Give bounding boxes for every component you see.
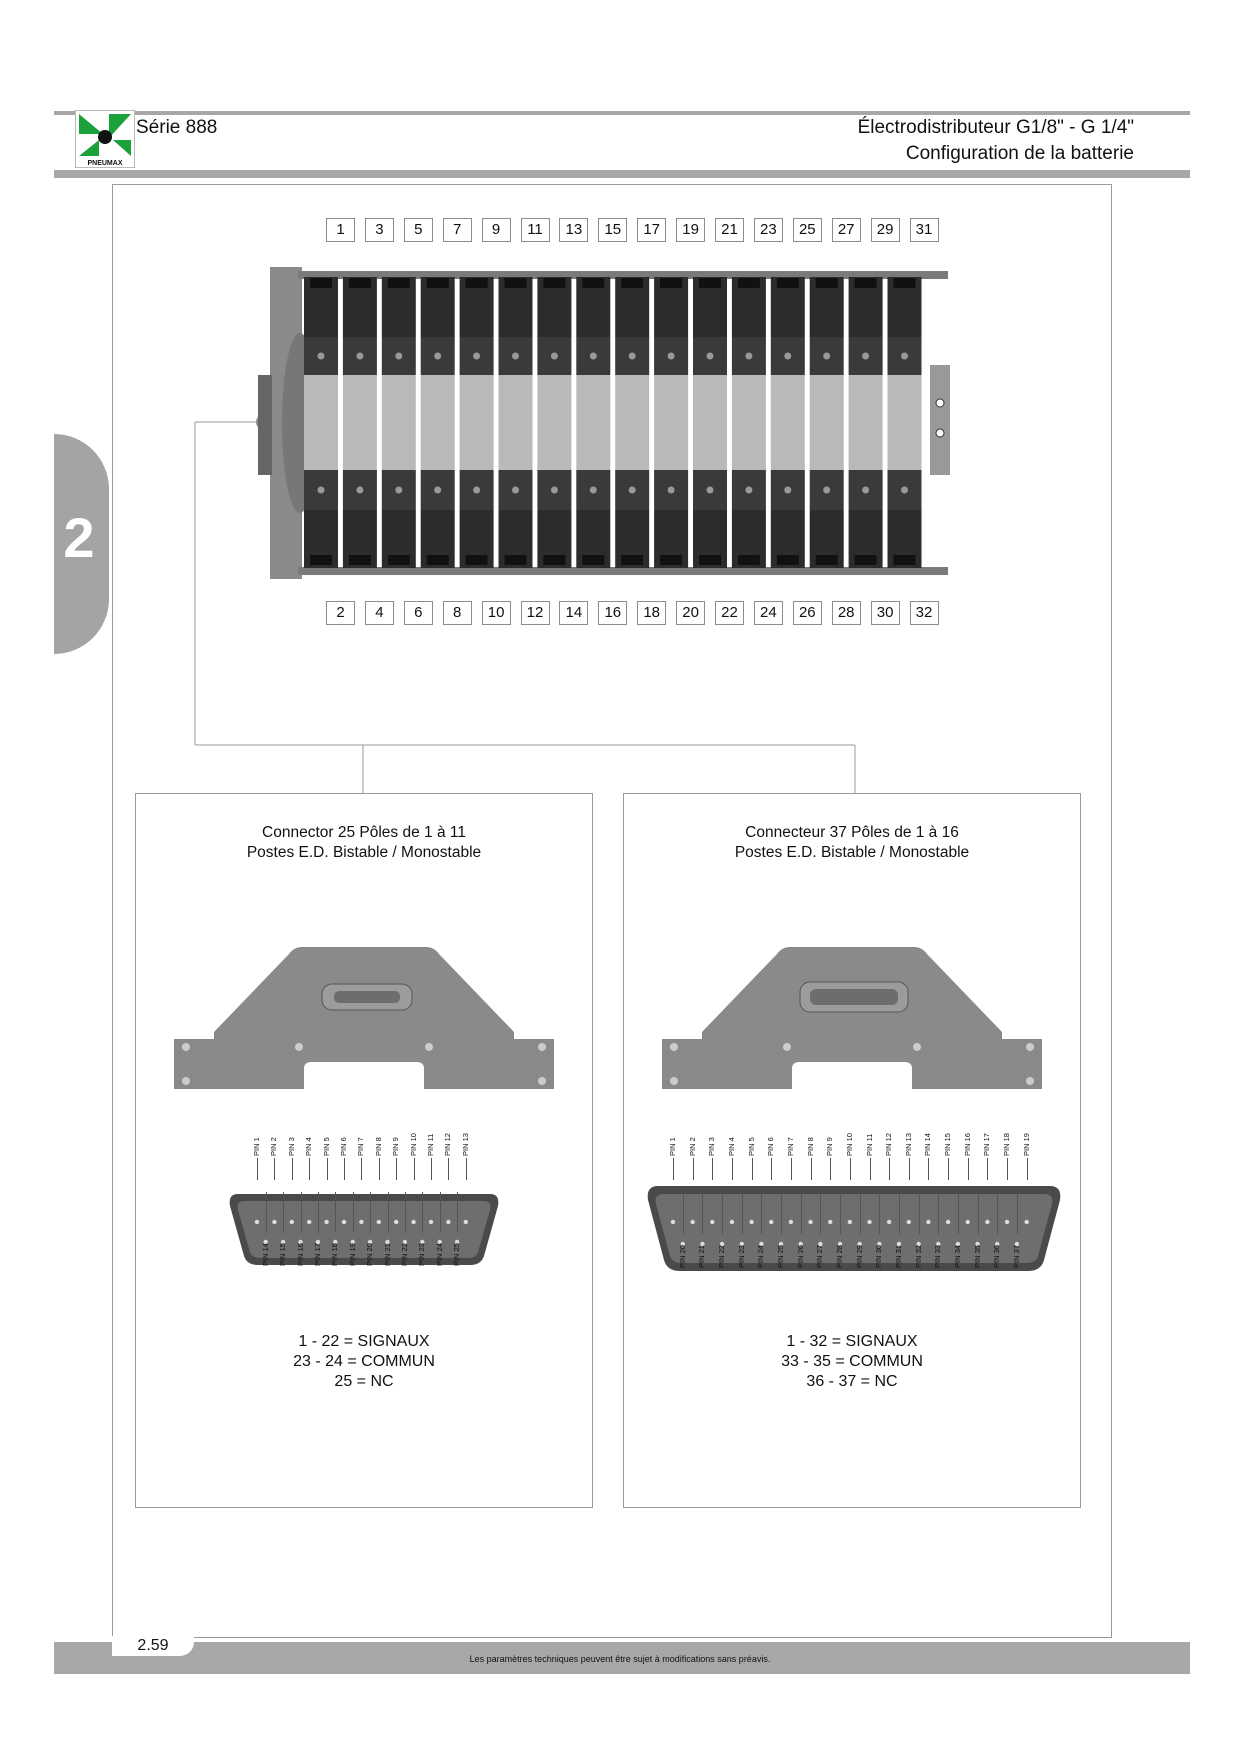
pin-leader-line xyxy=(344,1158,345,1180)
pin-contact xyxy=(808,1220,812,1224)
valve-module xyxy=(771,277,805,568)
header-bottom-rule xyxy=(54,170,1190,178)
page-number: 2.59 xyxy=(112,1636,194,1656)
pin-contact xyxy=(342,1220,346,1224)
pin-label: PIN 19 xyxy=(347,1243,357,1266)
pin-label: PIN 8 xyxy=(805,1137,815,1156)
pin-contact xyxy=(1025,1220,1029,1224)
pin-label: PIN 2 xyxy=(269,1137,279,1156)
page-subtitle: Configuration de la batterie xyxy=(905,143,1134,164)
pin-contact xyxy=(255,1220,259,1224)
pin-label: PIN 14 xyxy=(923,1133,933,1156)
pin-contact xyxy=(966,1220,970,1224)
legend-common: 23 - 24 = COMMUN xyxy=(293,1353,435,1370)
valve-position-label: 12 xyxy=(521,601,550,625)
valve-position-label: 8 xyxy=(443,601,472,625)
valve-position-label: 16 xyxy=(598,601,627,625)
pin-leader-line xyxy=(968,1158,969,1180)
pin-label: PIN 16 xyxy=(295,1243,305,1266)
pin-leader-line xyxy=(257,1158,258,1180)
pin-label: PIN 8 xyxy=(373,1137,383,1156)
pin-leader-line xyxy=(870,1158,871,1180)
valve-position-label: 18 xyxy=(637,601,666,625)
pin-leader-line xyxy=(909,1158,910,1180)
pin-leader-line xyxy=(440,1192,441,1232)
pin-contact xyxy=(464,1220,468,1224)
pin-label: PIN 11 xyxy=(864,1133,874,1156)
header-top-rule xyxy=(54,111,1190,115)
legend-signals: 1 - 32 = SIGNAUX xyxy=(786,1333,918,1350)
footer-disclaimer: Les paramètres techniques peuvent être sujet à modifications sans préavis. xyxy=(469,1654,771,1664)
valve-position-label: 2 xyxy=(326,601,355,625)
pin-label: PIN 10 xyxy=(408,1133,418,1156)
valve-module xyxy=(810,277,844,568)
valve-module xyxy=(499,277,533,568)
pin-leader-line xyxy=(742,1194,743,1234)
pin-label: PIN 16 xyxy=(962,1133,972,1156)
pin-label: PIN 21 xyxy=(382,1243,392,1266)
valve-position-label: 5 xyxy=(404,218,433,242)
pin-leader-line xyxy=(283,1192,284,1232)
valve-position-label: 28 xyxy=(832,601,861,625)
pin-label: PIN 25 xyxy=(776,1245,786,1268)
pin-leader-line xyxy=(830,1158,831,1180)
valve-position-label: 19 xyxy=(676,218,705,242)
pin-label: PIN 4 xyxy=(304,1137,314,1156)
pin-leader-line xyxy=(353,1192,354,1232)
pin-contact xyxy=(926,1220,930,1224)
valve-position-label: 10 xyxy=(482,601,511,625)
pin-contact xyxy=(985,1220,989,1224)
pin-leader-line xyxy=(361,1158,362,1180)
pin-label: PIN 14 xyxy=(260,1243,270,1266)
panel-title: Connector 25 Pôles de 1 à 11 xyxy=(262,824,466,841)
legend-nc: 25 = NC xyxy=(334,1373,394,1390)
pin-leader-line xyxy=(840,1194,841,1234)
valve-module xyxy=(732,277,766,568)
valve-module xyxy=(849,277,883,568)
pin-leader-line xyxy=(928,1158,929,1180)
pin-leader-line xyxy=(938,1194,939,1234)
pin-leader-line xyxy=(327,1158,328,1180)
pin-label: PIN 2 xyxy=(687,1137,697,1156)
pin-label: PIN 1 xyxy=(668,1137,677,1156)
pin-label: PIN 27 xyxy=(815,1245,825,1268)
pin-label: PIN 5 xyxy=(321,1137,331,1156)
pin-leader-line xyxy=(919,1194,920,1234)
pin-label: PIN 33 xyxy=(933,1245,943,1268)
pin-contact xyxy=(690,1220,694,1224)
pin-leader-line xyxy=(370,1192,371,1232)
pin-contact xyxy=(377,1220,381,1224)
pin-label: PIN 3 xyxy=(286,1137,296,1156)
pin-label: PIN 36 xyxy=(992,1245,1002,1268)
pin-contact xyxy=(394,1220,398,1224)
valve-position-label: 9 xyxy=(482,218,511,242)
valve-position-label: 6 xyxy=(404,601,433,625)
connector-37-panel xyxy=(623,793,1081,1508)
legend-signals: 1 - 22 = SIGNAUX xyxy=(298,1333,430,1350)
valve-module xyxy=(888,277,922,568)
pin-leader-line xyxy=(405,1192,406,1232)
pin-leader-line xyxy=(899,1194,900,1234)
pin-contact xyxy=(749,1220,753,1224)
pin-leader-line xyxy=(879,1194,880,1234)
series-label: Série 888 xyxy=(136,117,218,138)
pin-label: PIN 32 xyxy=(913,1245,923,1268)
valve-module xyxy=(343,277,377,568)
pin-leader-line xyxy=(309,1158,310,1180)
pin-label: PIN 22 xyxy=(717,1245,727,1268)
valve-module xyxy=(537,277,571,568)
pin-contact xyxy=(789,1220,793,1224)
pin-leader-line xyxy=(457,1192,458,1232)
pin-contact xyxy=(290,1220,294,1224)
valve-position-label: 20 xyxy=(676,601,705,625)
page-title: Électrodistributeur G1/8" - G 1/4" xyxy=(857,117,1134,138)
pin-label: PIN 3 xyxy=(707,1137,717,1156)
pin-label: PIN 13 xyxy=(903,1133,913,1156)
pin-label: PIN 24 xyxy=(756,1245,766,1268)
valve-position-label: 7 xyxy=(443,218,472,242)
pin-contact xyxy=(272,1220,276,1224)
valve-module xyxy=(304,277,338,568)
pin-label: PIN 29 xyxy=(854,1245,864,1268)
pin-contact xyxy=(324,1220,328,1224)
pin-label: PIN 31 xyxy=(893,1245,903,1268)
pin-label: PIN 11 xyxy=(426,1133,435,1156)
pin-leader-line xyxy=(335,1192,336,1232)
pin-label: PIN 9 xyxy=(825,1137,835,1156)
pin-label: PIN 19 xyxy=(1021,1133,1031,1156)
pin-label: PIN 12 xyxy=(443,1133,453,1156)
pin-leader-line xyxy=(683,1194,684,1234)
pin-label: PIN 37 xyxy=(1011,1245,1021,1268)
valve-module xyxy=(421,277,455,568)
pin-label: PIN 9 xyxy=(391,1137,401,1156)
pin-label: PIN 25 xyxy=(452,1243,462,1266)
pin-leader-line xyxy=(673,1158,674,1180)
pin-contact xyxy=(429,1220,433,1224)
pin-label: PIN 7 xyxy=(785,1137,795,1156)
legend-common: 33 - 35 = COMMUN xyxy=(781,1353,923,1370)
valve-position-label: 22 xyxy=(715,601,744,625)
pin-leader-line xyxy=(266,1192,267,1232)
pin-label: PIN 23 xyxy=(736,1245,746,1268)
pin-contact xyxy=(828,1220,832,1224)
pin-leader-line xyxy=(791,1158,792,1180)
pin-label: PIN 10 xyxy=(844,1133,854,1156)
valve-position-label: 4 xyxy=(365,601,394,625)
pin-label: PIN 5 xyxy=(746,1137,756,1156)
pin-leader-line xyxy=(958,1194,959,1234)
pin-label: PIN 18 xyxy=(330,1243,340,1266)
pin-leader-line xyxy=(732,1158,733,1180)
pin-label: PIN 21 xyxy=(697,1245,707,1268)
pin-label: PIN 34 xyxy=(952,1245,962,1268)
pin-label: PIN 20 xyxy=(677,1245,687,1268)
pin-label: PIN 1 xyxy=(252,1137,261,1156)
pin-leader-line xyxy=(466,1158,467,1180)
valve-module xyxy=(615,277,649,568)
pin-leader-line xyxy=(448,1158,449,1180)
pin-label: PIN 4 xyxy=(726,1137,736,1156)
pin-label: PIN 6 xyxy=(339,1137,348,1156)
pin-contact xyxy=(359,1220,363,1224)
pin-label: PIN 17 xyxy=(312,1243,322,1266)
pneumax-logo xyxy=(75,110,135,168)
valve-position-label: 17 xyxy=(637,218,666,242)
pin-leader-line xyxy=(978,1194,979,1234)
valve-position-label: 14 xyxy=(559,601,588,625)
connector-37-housing xyxy=(662,944,1042,1089)
pin-contact xyxy=(946,1220,950,1224)
pin-leader-line xyxy=(431,1158,432,1180)
pin-contact xyxy=(867,1220,871,1224)
valve-position-label: 26 xyxy=(793,601,822,625)
pin-contact xyxy=(446,1220,450,1224)
pin-label: PIN 26 xyxy=(795,1245,805,1268)
pin-leader-line xyxy=(1027,1158,1028,1180)
pin-leader-line xyxy=(379,1158,380,1180)
valve-position-label: 11 xyxy=(521,218,550,242)
pin-leader-line xyxy=(801,1194,802,1234)
pin-leader-line xyxy=(702,1194,703,1234)
pin-label: PIN 30 xyxy=(874,1245,884,1268)
connector-25-panel xyxy=(135,793,593,1508)
pin-leader-line xyxy=(292,1158,293,1180)
valve-module xyxy=(460,277,494,568)
pin-contact xyxy=(671,1220,675,1224)
pin-label: PIN 6 xyxy=(766,1137,776,1156)
valve-position-label: 15 xyxy=(598,218,627,242)
valve-position-label: 23 xyxy=(754,218,783,242)
pin-leader-line xyxy=(388,1192,389,1232)
pin-leader-line xyxy=(761,1194,762,1234)
valve-module xyxy=(576,277,610,568)
valve-position-label: 25 xyxy=(793,218,822,242)
pin-leader-line xyxy=(997,1194,998,1234)
pin-label: PIN 15 xyxy=(278,1243,288,1266)
valve-module xyxy=(382,277,416,568)
pin-label: PIN 35 xyxy=(972,1245,982,1268)
pin-leader-line xyxy=(850,1158,851,1180)
pin-label: PIN 13 xyxy=(460,1133,470,1156)
pin-leader-line xyxy=(693,1158,694,1180)
pin-leader-line xyxy=(889,1158,890,1180)
pin-label: PIN 12 xyxy=(884,1133,894,1156)
pin-label: PIN 20 xyxy=(365,1243,375,1266)
pin-leader-line xyxy=(1017,1194,1018,1234)
db37-connector xyxy=(644,1184,1064,1274)
pin-contact xyxy=(848,1220,852,1224)
valve-position-label: 1 xyxy=(326,218,355,242)
legend-nc: 36 - 37 = NC xyxy=(806,1373,898,1390)
pin-contact xyxy=(307,1220,311,1224)
pin-leader-line xyxy=(414,1158,415,1180)
pin-leader-line xyxy=(1007,1158,1008,1180)
pin-label: PIN 22 xyxy=(399,1243,409,1266)
valve-manifold-diagram xyxy=(190,255,960,845)
pin-label: PIN 15 xyxy=(943,1133,953,1156)
valve-position-label: 29 xyxy=(871,218,900,242)
pin-contact xyxy=(710,1220,714,1224)
pin-leader-line xyxy=(948,1158,949,1180)
valve-position-label: 27 xyxy=(832,218,861,242)
valve-position-label: 31 xyxy=(910,218,939,242)
pin-leader-line xyxy=(422,1192,423,1232)
pin-leader-line xyxy=(811,1158,812,1180)
pin-contact xyxy=(1005,1220,1009,1224)
pin-label: PIN 24 xyxy=(434,1243,444,1266)
pin-leader-line xyxy=(722,1194,723,1234)
pin-label: PIN 23 xyxy=(417,1243,427,1266)
valve-position-label: 24 xyxy=(754,601,783,625)
pin-label: PIN 18 xyxy=(1002,1133,1012,1156)
panel-subtitle: Postes E.D. Bistable / Monostable xyxy=(246,844,482,861)
valve-position-label: 13 xyxy=(559,218,588,242)
pin-leader-line xyxy=(987,1158,988,1180)
pin-contact xyxy=(411,1220,415,1224)
pin-contact xyxy=(730,1220,734,1224)
connector-25-housing xyxy=(174,944,554,1089)
valve-position-label: 3 xyxy=(365,218,394,242)
pin-contact xyxy=(769,1220,773,1224)
valve-position-label: 32 xyxy=(910,601,939,625)
pin-leader-line xyxy=(318,1192,319,1232)
valve-module xyxy=(693,277,727,568)
panel-subtitle: Postes E.D. Bistable / Monostable xyxy=(734,844,970,861)
pin-contact xyxy=(907,1220,911,1224)
pin-label: PIN 7 xyxy=(356,1137,366,1156)
panel-title: Connecteur 37 Pôles de 1 à 16 xyxy=(745,824,959,841)
pin-leader-line xyxy=(860,1194,861,1234)
pin-label: PIN 17 xyxy=(982,1133,992,1156)
valve-position-label: 30 xyxy=(871,601,900,625)
logo-text: PNEUMAX xyxy=(87,160,123,167)
pin-leader-line xyxy=(771,1158,772,1180)
pin-contact xyxy=(887,1220,891,1224)
valve-module xyxy=(654,277,688,568)
pin-leader-line xyxy=(781,1194,782,1234)
section-tab-number: 2 xyxy=(63,506,95,569)
pin-leader-line xyxy=(396,1158,397,1180)
pin-label: PIN 28 xyxy=(835,1245,845,1268)
pin-leader-line xyxy=(752,1158,753,1180)
valve-position-label: 21 xyxy=(715,218,744,242)
pin-leader-line xyxy=(274,1158,275,1180)
pin-leader-line xyxy=(301,1192,302,1232)
pin-leader-line xyxy=(712,1158,713,1180)
pin-leader-line xyxy=(820,1194,821,1234)
